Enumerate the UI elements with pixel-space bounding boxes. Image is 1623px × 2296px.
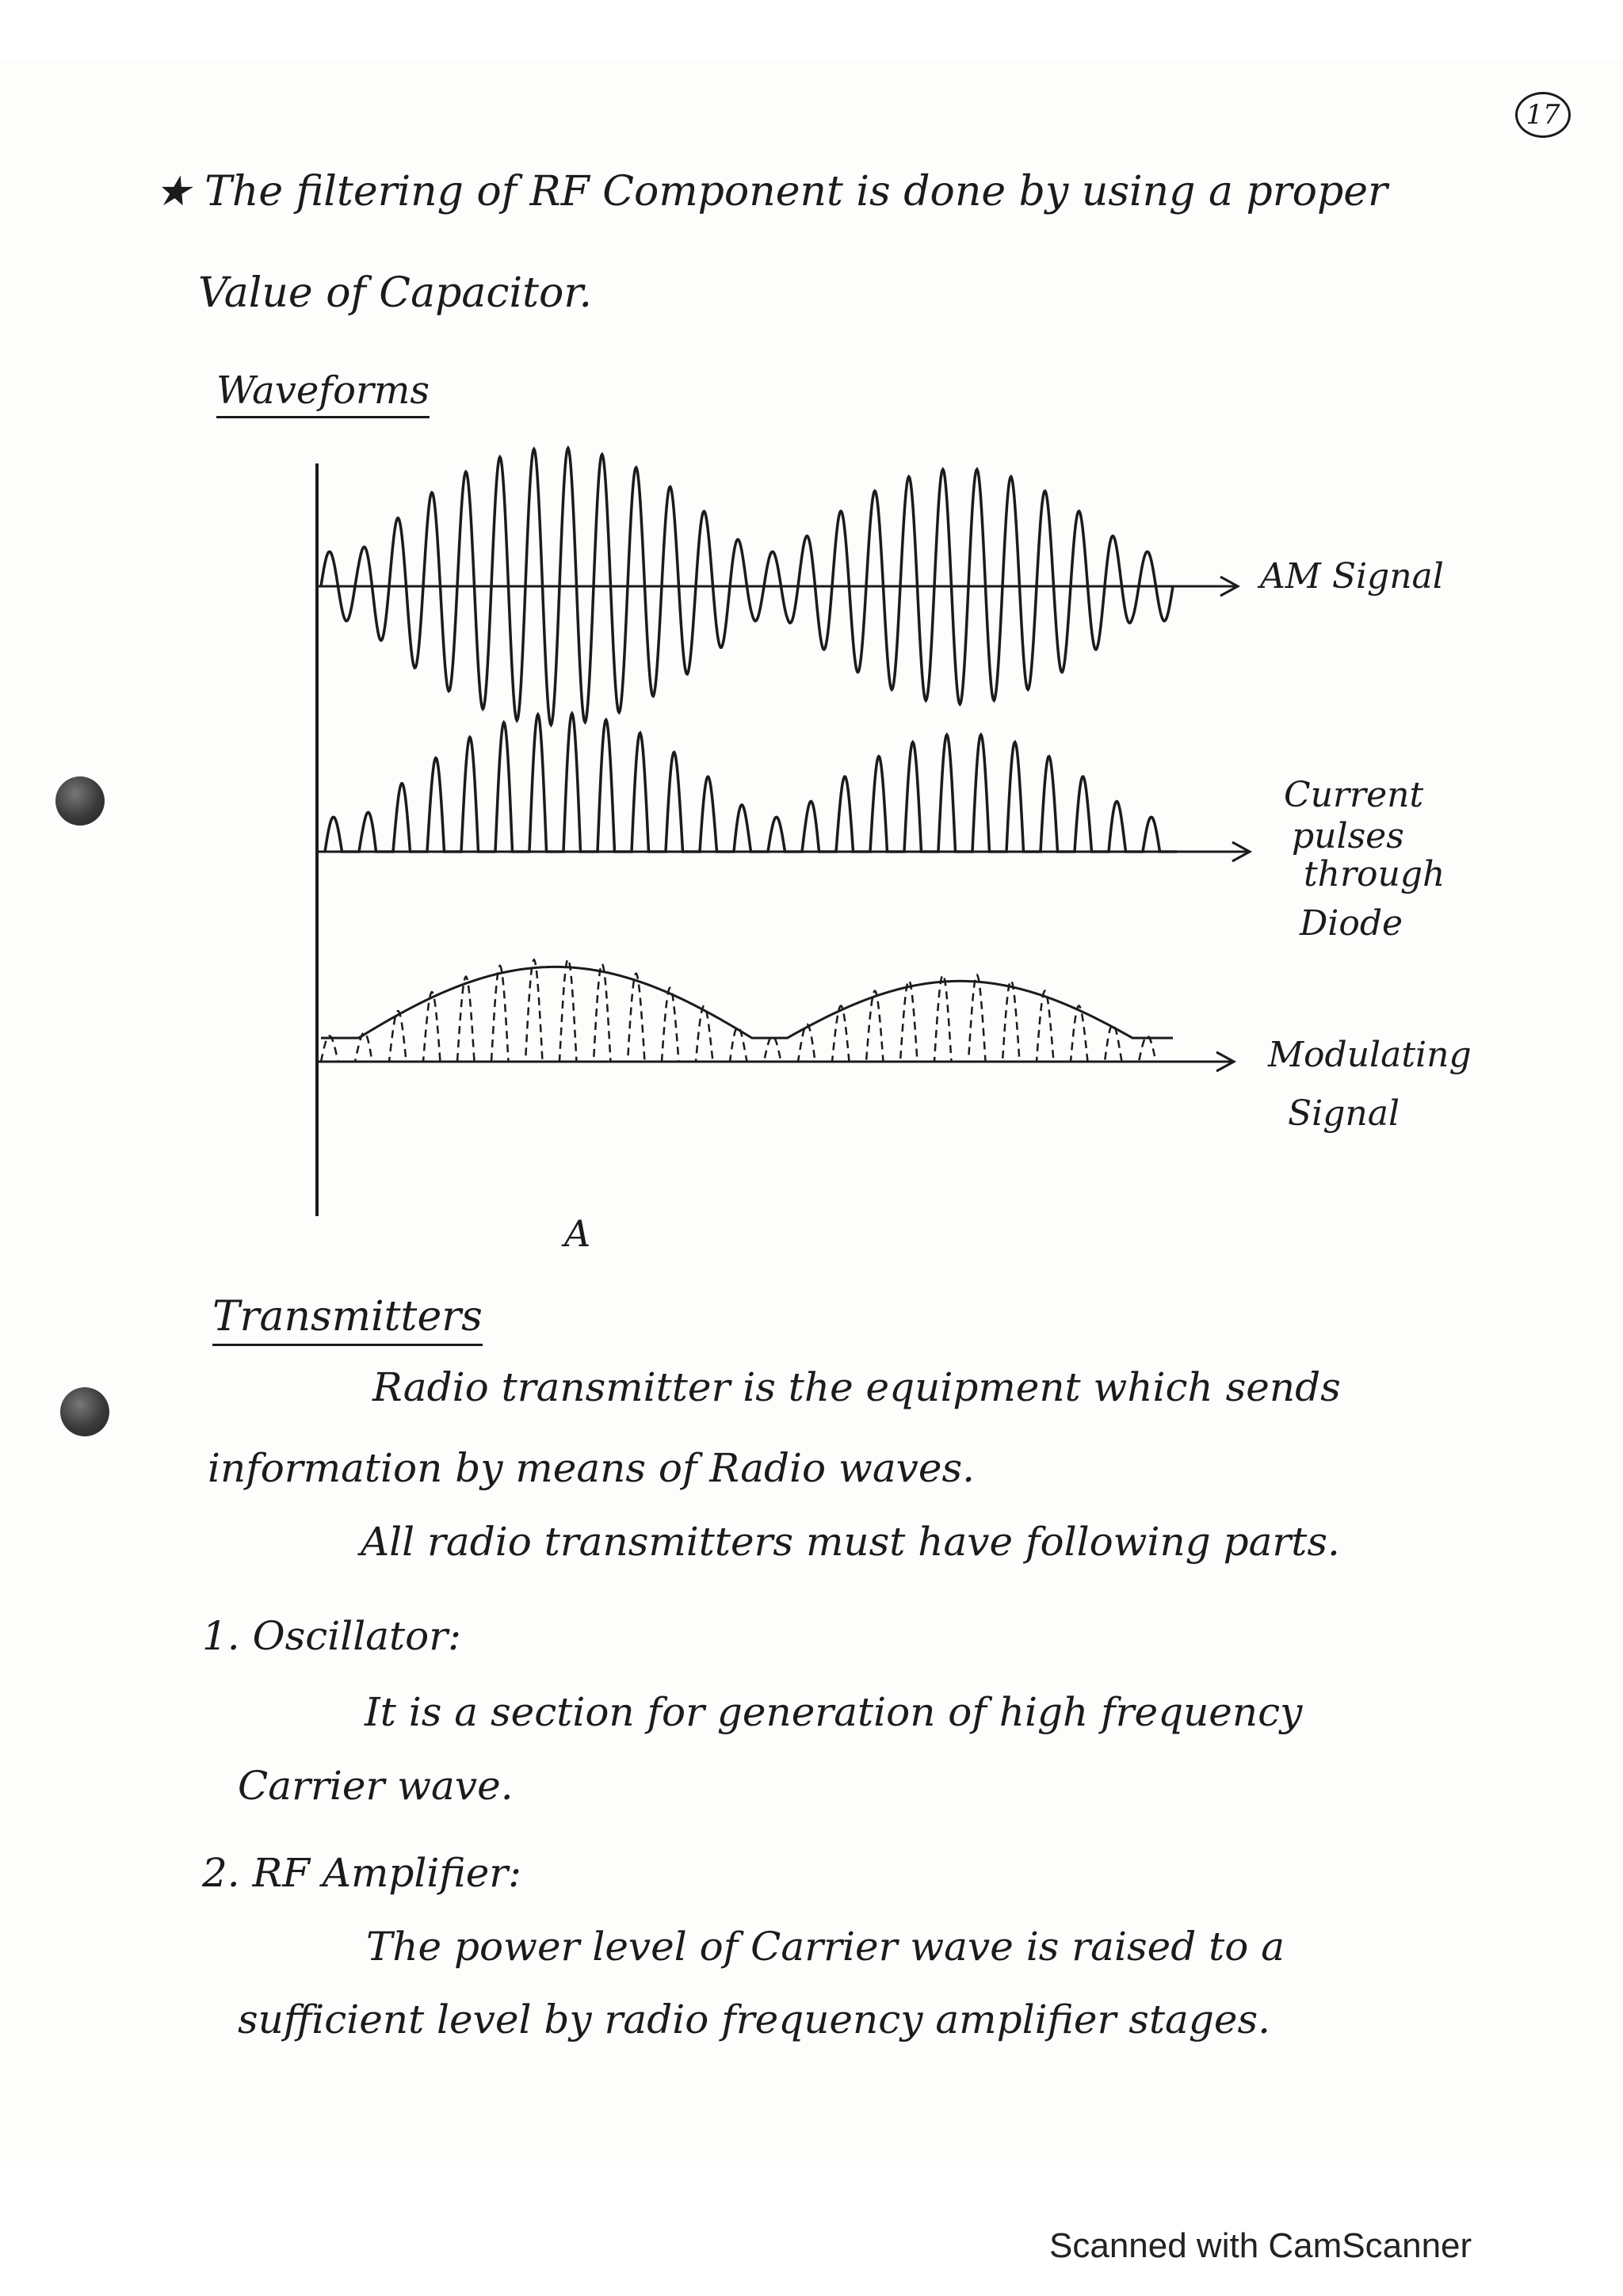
rf-amplifier-heading: 2. RF Amplifier: <box>202 1850 522 1896</box>
label-current-3: through <box>1304 854 1445 894</box>
modulating-pulses-trace <box>321 959 1173 1062</box>
label-current-2: pulses <box>1292 816 1404 856</box>
transmitters-heading: Transmitters <box>212 1293 483 1346</box>
page-number: 17 <box>1515 92 1571 138</box>
label-current-1: Current <box>1284 775 1424 815</box>
label-am-signal: AM Signal <box>1260 556 1444 597</box>
transmitters-para-line-1: Radio transmitter is the equipment which sends <box>372 1364 1341 1410</box>
oscillator-heading: 1. Oscillator: <box>202 1613 461 1659</box>
transmitters-para-line-2: information by means of Radio waves. <box>208 1445 976 1491</box>
label-modulating-1: Modulating <box>1268 1035 1472 1075</box>
waveforms-heading: Waveforms <box>216 368 430 418</box>
rf-amplifier-text-line-1: The power level of Carrier wave is raised to a <box>366 1924 1285 1970</box>
oscillator-text-line-2: Carrier wave. <box>238 1763 514 1809</box>
modulating-envelope-trace <box>321 967 1173 1038</box>
current-pulses-wave <box>325 714 1177 852</box>
rf-amplifier-text-line-2: sufficient level by radio frequency amplifier stages. <box>238 1997 1271 2042</box>
label-modulating-2: Signal <box>1288 1093 1400 1134</box>
oscillator-text-line-1: It is a section for generation of high frequency <box>365 1689 1303 1735</box>
point-marker: A <box>564 1212 591 1255</box>
intro-line-1: ★ The filtering of RF Component is done by using a proper <box>155 168 1388 215</box>
current-pulses-trace <box>325 714 1177 852</box>
camscanner-watermark: Scanned with CamScanner <box>1049 2226 1472 2265</box>
label-current-4: Diode <box>1300 903 1403 944</box>
transmitters-para-line-3: All radio transmitters must have following parts. <box>361 1519 1340 1565</box>
intro-line-2: Value of Capacitor. <box>198 269 592 317</box>
modulating-signal-wave <box>321 959 1173 1062</box>
